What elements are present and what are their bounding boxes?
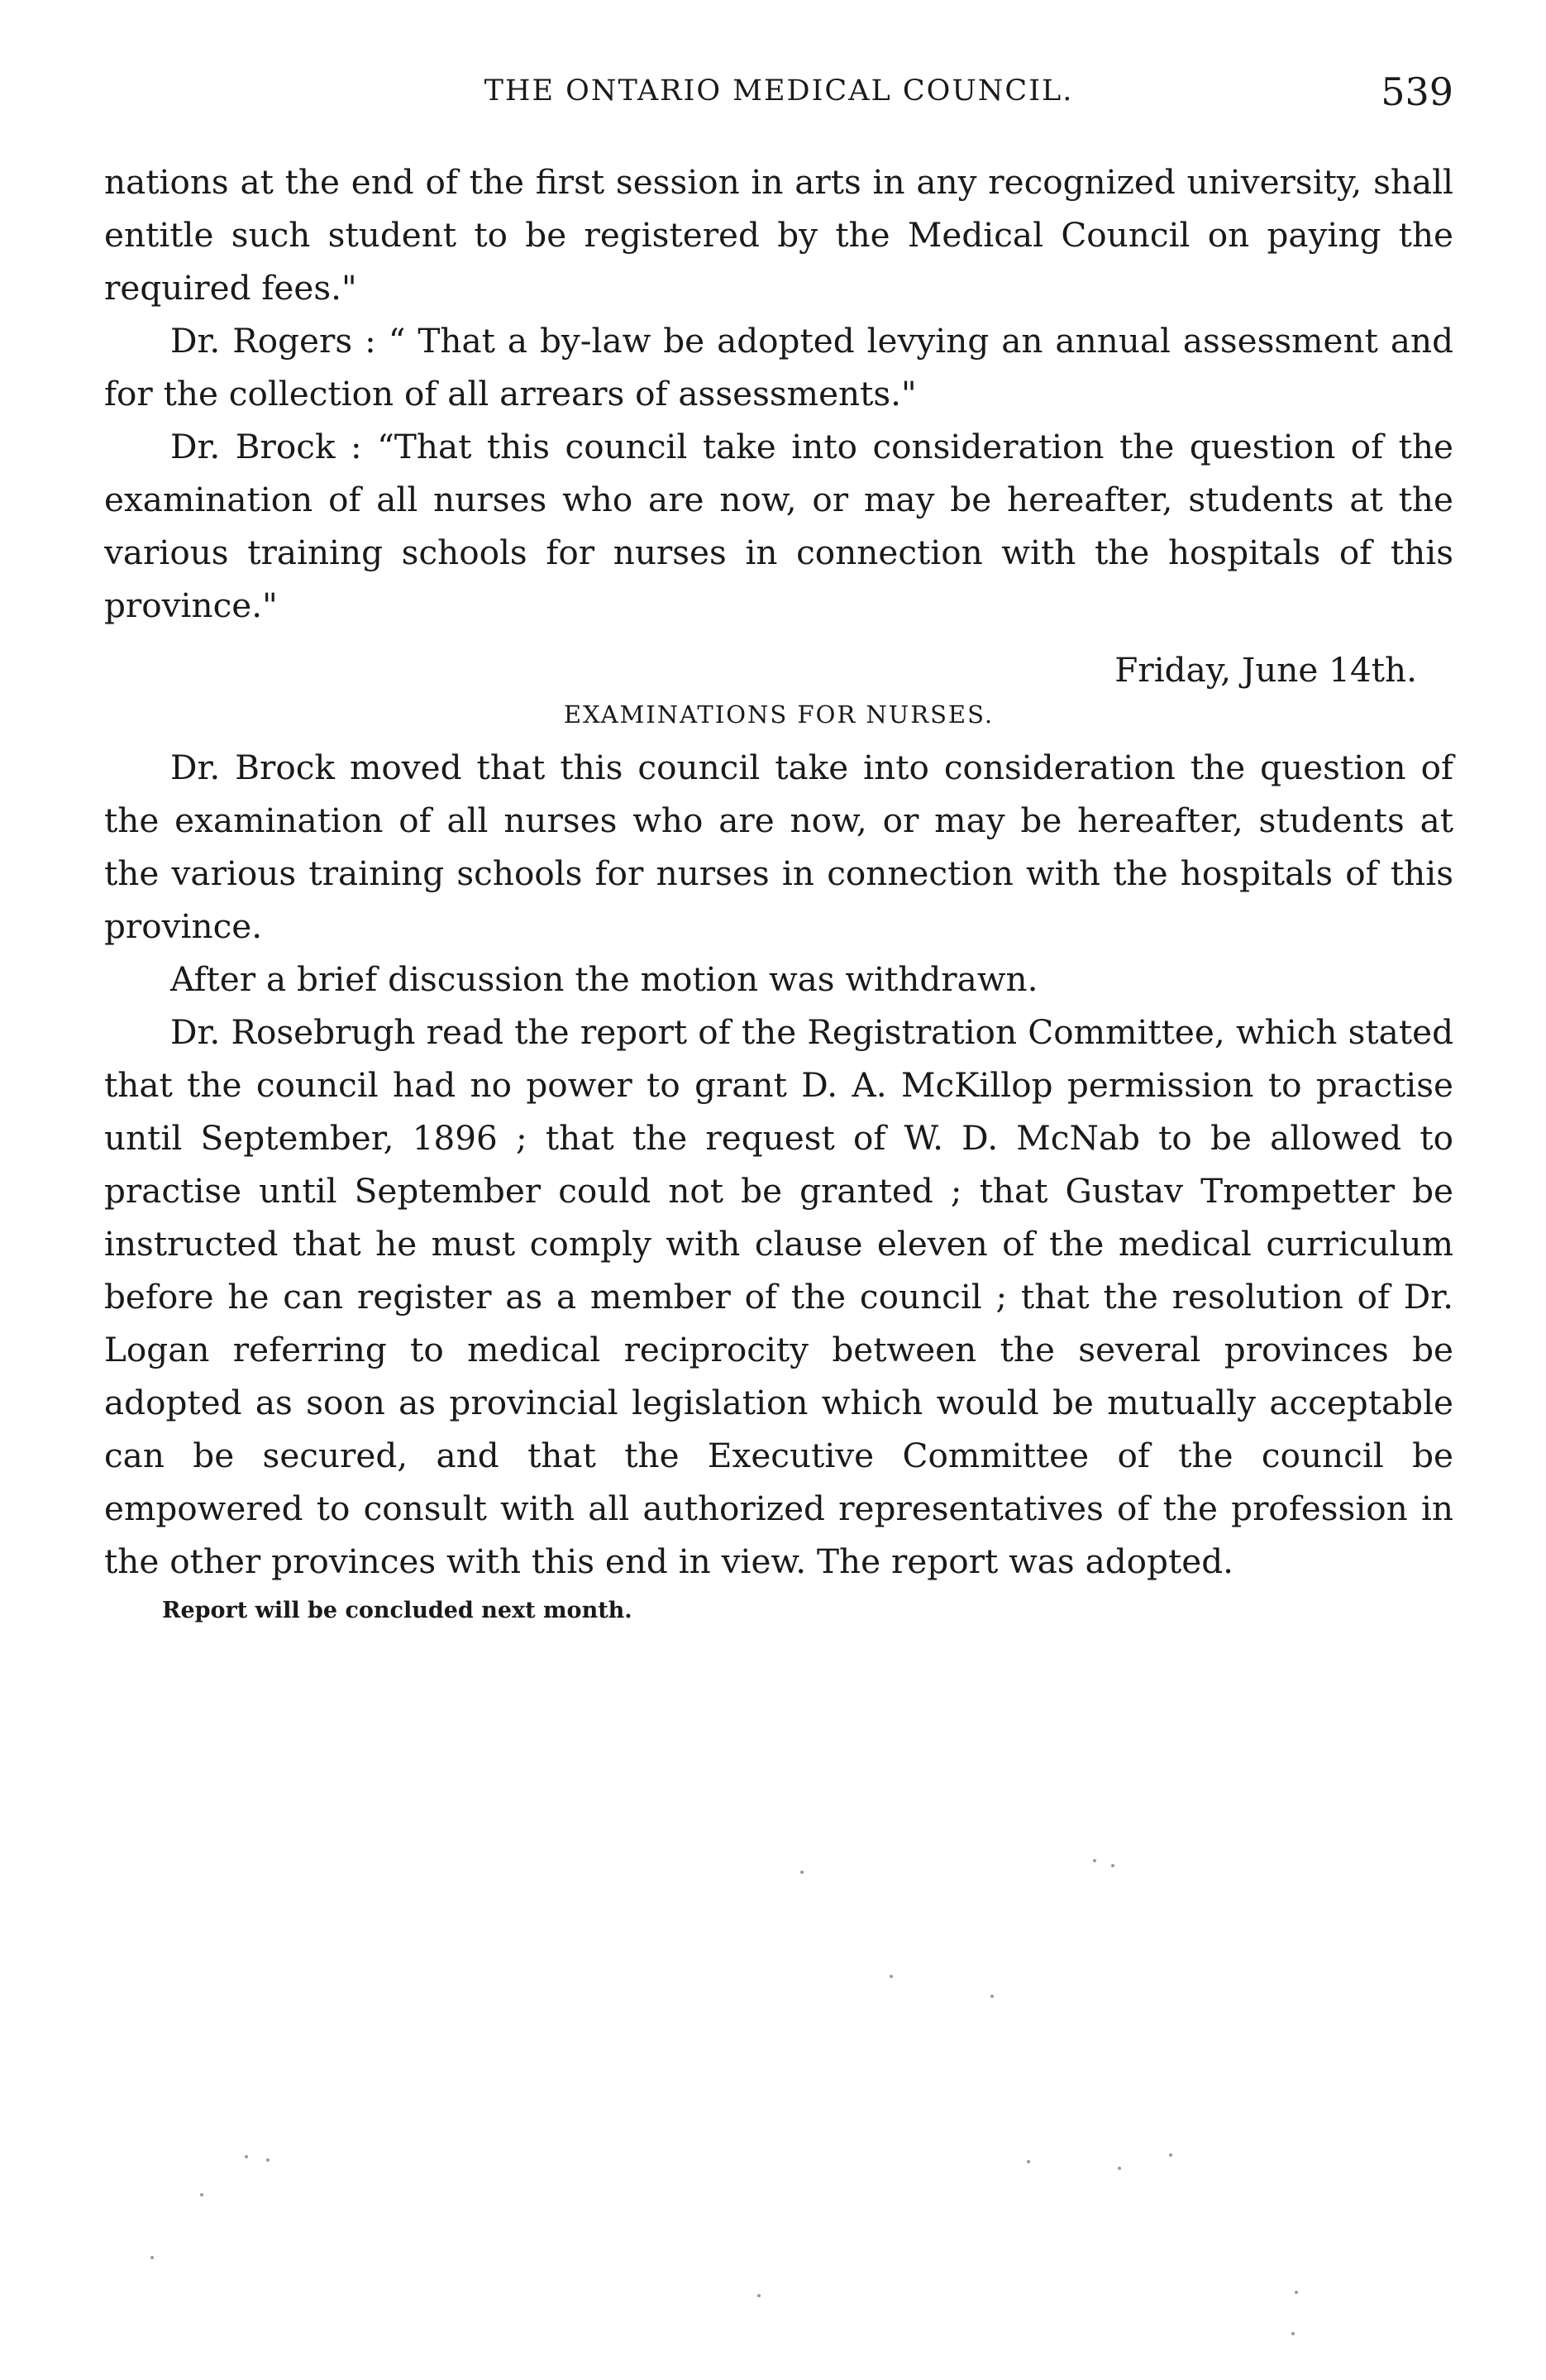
scan-speck — [800, 1871, 804, 1874]
scan-speck — [1093, 1859, 1096, 1862]
scan-speck — [1118, 2167, 1121, 2170]
running-title: THE ONTARIO MEDICAL COUNCIL. — [484, 74, 1074, 108]
body-text — [104, 155, 1453, 1627]
paragraph-motion-withdrawn: After a brief discussion the motion was withdrawn. — [170, 959, 1038, 999]
scan-speck — [266, 2158, 270, 2162]
scan-speck — [1291, 2332, 1295, 2335]
scan-speck — [890, 1975, 893, 1978]
document-page — [104, 0, 1453, 2380]
paragraph-brock-moved: Dr. Brock moved that this council take into consideration the question of the examination of all nurses who are now, or may be hereafter, students at the various training schools for nurses in connection with the hospitals of this province. — [104, 748, 1453, 946]
scan-speck — [1295, 2291, 1298, 2294]
scan-speck — [757, 2294, 761, 2297]
paragraph-rogers-motion: Dr. Rogers : “ That a by-law be adopted levying an annual assessment and for the collection of all arrears of assessments." — [104, 321, 1453, 413]
date-line: Friday, June 14th. — [1114, 650, 1417, 690]
running-head — [104, 65, 1453, 122]
scan-speck — [1169, 2153, 1172, 2157]
scan-speck — [1027, 2160, 1030, 2163]
section-heading: EXAMINATIONS FOR NURSES. — [563, 700, 995, 729]
scan-speck — [150, 2256, 154, 2259]
paragraph-registration-report: Dr. Rosebrugh read the report of the Registration Committee, which stated that the council had no power to grant D. A. McKillop permission to practise until September, 1896 ; that the request of W. D. McNab to be allowed to practise until September could not be granted ; that Gustav Trompetter be instructed that he must comply with clause eleven of the medical curriculum before he can register as a member of the council ; that the resolution of Dr. Logan referring to medical reciprocity between the several provinces be adopted as soon as provincial legislation which would be mutually acceptable can be secured, and that the Executive Committee of the council be empowered to consult with all authorized representatives of the profession in the other provinces with this end in view. The report was adopted. — [104, 1012, 1453, 1581]
scan-speck — [990, 1995, 994, 1998]
scan-speck — [1111, 1864, 1114, 1867]
paragraph-continuation: nations at the end of the first session in arts in any recognized university, shall entitle such student to be registered by the Medical Council on paying the required fees." — [104, 162, 1453, 308]
footnote: Report will be concluded next month. — [162, 1598, 632, 1623]
scan-speck — [200, 2193, 203, 2196]
paragraph-brock-motion: Dr. Brock : “That this council take into consideration the question of the examination of all nurses who are now, or may be hereafter, students at the various training schools for nurses in connection with the hospitals of this province." — [104, 427, 1453, 625]
page-number: 539 — [1381, 69, 1453, 114]
scan-speck — [245, 2155, 248, 2158]
